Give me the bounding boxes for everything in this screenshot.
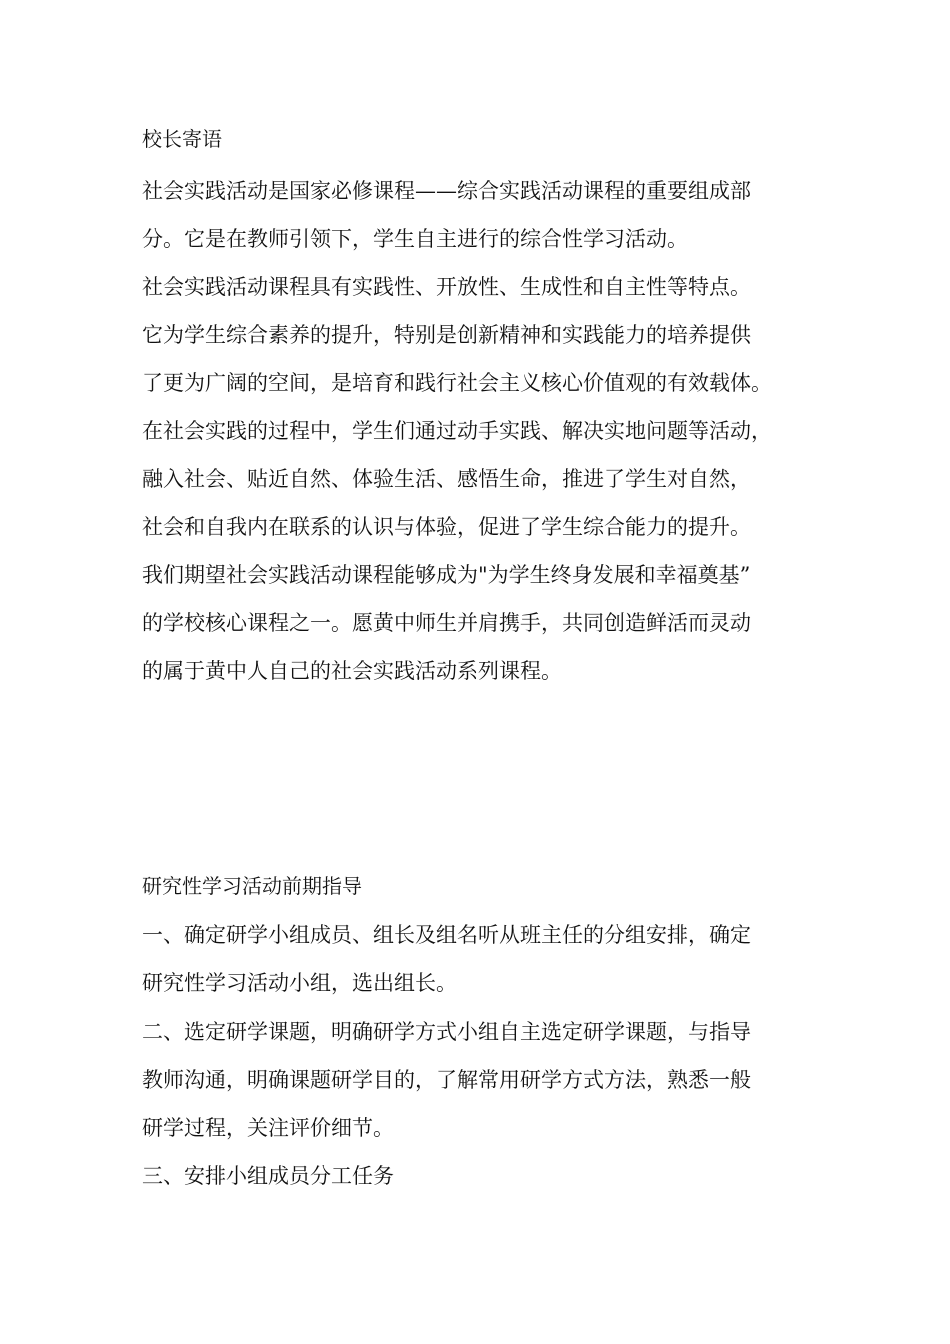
paragraph-line: 的属于黄中人自己的社会实践活动系列课程。 xyxy=(142,659,562,683)
paragraph-line: 融入社会、贴近自然、体验生活、感悟生命，推进了学生对自然， xyxy=(142,467,751,491)
paragraph-line: 社会和自我内在联系的认识与体验，促进了学生综合能力的提升。 xyxy=(142,515,751,539)
paragraph-line: 研究性学习活动小组，选出组长。 xyxy=(142,971,457,995)
paragraph-line: 分。它是在教师引领下，学生自主进行的综合性学习活动。 xyxy=(142,227,688,251)
paragraph-line: 二、选定研学课题，明确研学方式小组自主选定研学课题，与指导 xyxy=(142,1020,751,1044)
section-title-principal-message: 校长寄语 xyxy=(142,127,222,151)
paragraph-line: 它为学生综合素养的提升，特别是创新精神和实践能力的培养提供 xyxy=(142,323,751,347)
paragraph-line: 在社会实践的过程中，学生们通过动手实践、解决实地问题等活动， xyxy=(142,419,772,443)
paragraph-line: 我们期望社会实践活动课程能够成为"为学生终身发展和幸福奠基” xyxy=(142,563,751,587)
paragraph-line: 社会实践活动课程具有实践性、开放性、生成性和自主性等特点。 xyxy=(142,275,751,299)
paragraph-line: 三、安排小组成员分工任务 xyxy=(142,1164,394,1188)
section-title-research-guidance: 研究性学习活动前期指导 xyxy=(142,874,362,898)
paragraph-line: 的学校核心课程之一。愿黄中师生并肩携手，共同创造鲜活而灵动 xyxy=(142,611,751,635)
paragraph-line: 教师沟通，明确课题研学目的，了解常用研学方式方法，熟悉一般 xyxy=(142,1068,751,1092)
paragraph-line: 一、确定研学小组成员、组长及组名听从班主任的分组安排，确定 xyxy=(142,923,751,947)
paragraph-line: 了更为广阔的空间，是培育和践行社会主义核心价值观的有效载体。 xyxy=(142,371,772,395)
paragraph-line: 社会实践活动是国家必修课程——综合实践活动课程的重要组成部 xyxy=(142,179,751,203)
paragraph-line: 研学过程，关注评价细节。 xyxy=(142,1116,394,1140)
